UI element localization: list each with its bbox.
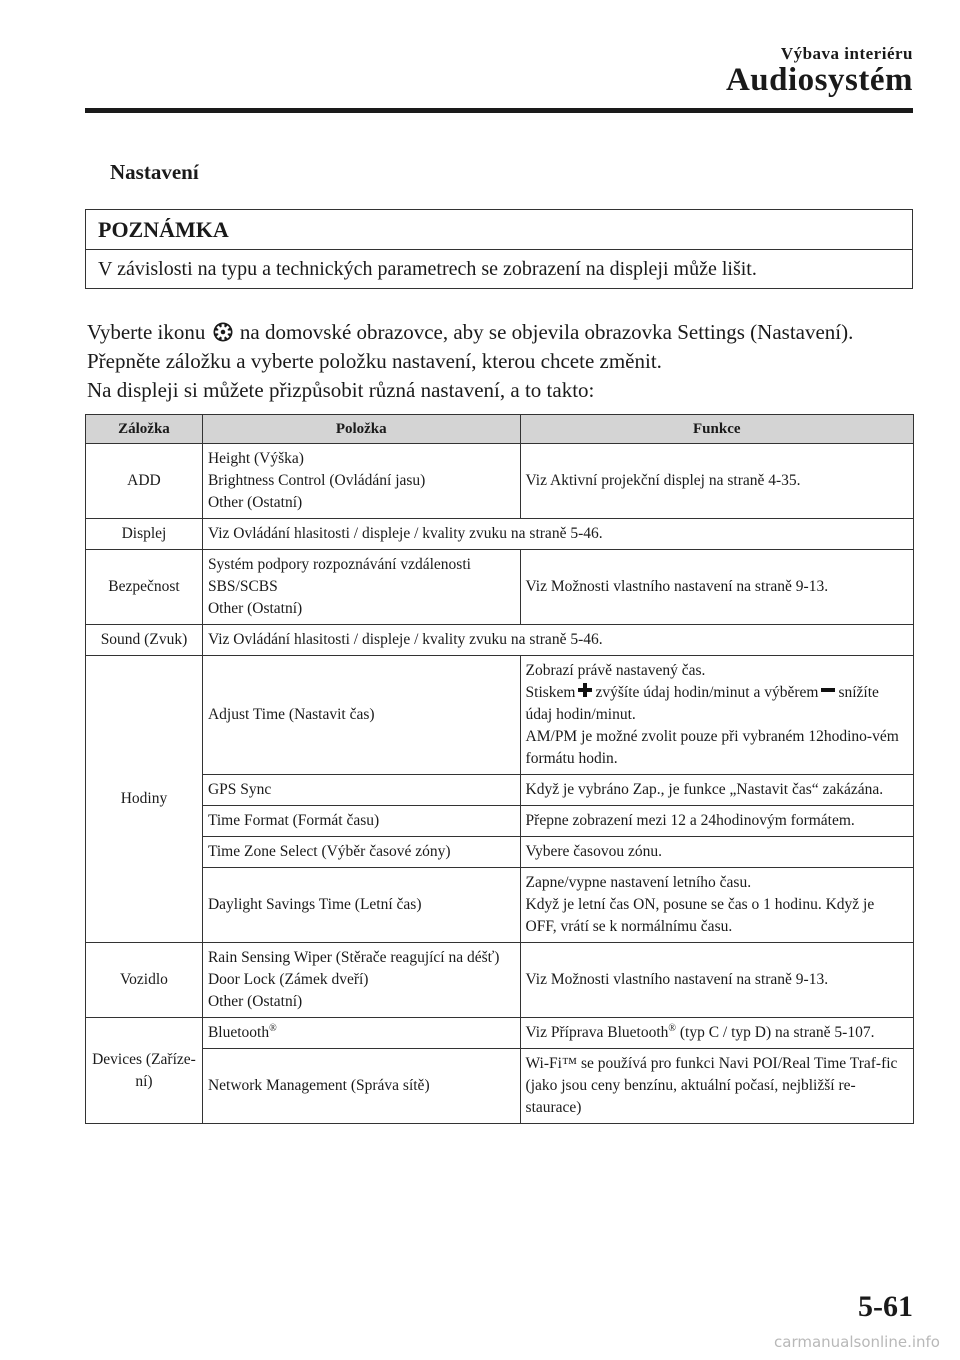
function-line: Zobrazí právě nastavený čas.	[525, 662, 706, 679]
watermark: carmanualsonline.info	[774, 1333, 940, 1351]
header-function: Funkce	[520, 415, 913, 444]
function-cell: Viz Aktivní projekční displej na straně 4-35.	[520, 444, 913, 519]
function-cell	[520, 656, 913, 775]
table-row	[86, 943, 914, 1018]
item-line: Systém podpory rozpoznávání vzdálenosti	[207, 556, 471, 573]
function-text: snížíte údaj hodin/minut.	[525, 684, 879, 723]
tab-cell: Vozidlo	[86, 943, 203, 1018]
table-row	[86, 550, 914, 625]
table-row	[86, 775, 914, 806]
header-divider	[85, 108, 913, 113]
table-row	[86, 1049, 914, 1124]
table-row	[86, 625, 914, 656]
intro-text	[87, 318, 917, 405]
function-cell: Vybere časovou zónu.	[520, 837, 913, 868]
item-line: Rain Sensing Wiper (Stěrače reagující na déšť)	[207, 949, 500, 966]
table-row	[86, 806, 914, 837]
table-row	[86, 656, 914, 775]
item-cell: GPS Sync	[202, 775, 520, 806]
header-tab: Záložka	[86, 415, 203, 444]
note-title: POZNÁMKA	[86, 210, 912, 250]
item-cell: Time Format (Formát času)	[202, 806, 520, 837]
function-line: Zapne/vypne nastavení letního času.	[525, 874, 752, 891]
tab-cell: ADD	[86, 444, 203, 519]
item-cell: Daylight Savings Time (Letní čas)	[202, 868, 520, 943]
function-line: Když je letní čas ON, posune se čas o 1 hodinu. Když je OFF, vrátí se k normálnímu času.	[525, 896, 875, 935]
minus-icon	[821, 683, 835, 697]
item-cell	[202, 943, 520, 1018]
intro-line-3: Na displeji si můžete přizpůsobit různá nastavení, a to takto:	[87, 378, 595, 402]
function-text: zvýšíte údaj hodin/minut a výběrem	[595, 684, 819, 701]
note-box	[85, 209, 913, 289]
item-line: Other (Ostatní)	[207, 993, 303, 1010]
function-text: Viz Příprava Bluetooth	[525, 1024, 669, 1041]
tab-cell: Sound (Zvuk)	[86, 625, 203, 656]
tab-cell: Bezpečnost	[86, 550, 203, 625]
intro-line-1-end: na domovské obrazovce, aby se objevila obrazovka Settings (Nastavení).	[239, 320, 854, 344]
note-text: V závislosti na typu a technických parametrech se zobrazení na displeji může lišit.	[98, 258, 757, 280]
function-cell	[520, 868, 913, 943]
item-line: Door Lock (Zámek dveří)	[207, 971, 369, 988]
registered-mark: ®	[269, 1022, 277, 1034]
item-cell: Network Management (Správa sítě)	[202, 1049, 520, 1124]
intro-line-1	[87, 318, 917, 347]
settings-gear-icon	[213, 322, 233, 342]
tab-cell: Devices (Zaříze-ní)	[86, 1018, 203, 1124]
table-header-row	[86, 415, 914, 444]
function-text: (typ C / typ D) na straně 5-107.	[679, 1024, 875, 1041]
plus-icon	[578, 683, 592, 697]
tab-cell: Displej	[86, 519, 203, 550]
function-cell: Viz Ovládání hlasitosti / displeje / kvality zvuku na straně 5-46.	[202, 625, 913, 656]
function-text: Stiskem	[525, 684, 576, 701]
item-cell: Adjust Time (Nastavit čas)	[202, 656, 520, 775]
function-line: AM/PM je možné zvolit pouze při vybraném 12hodino-vém formátu hodin.	[525, 728, 899, 767]
function-cell	[520, 1018, 913, 1049]
header-item: Položka	[202, 415, 520, 444]
item-line: Height (Výška)	[207, 450, 304, 467]
chapter-title: Audiosystém	[725, 62, 913, 98]
registered-mark: ®	[668, 1022, 676, 1034]
function-line	[526, 682, 908, 726]
item-cell: Time Zone Select (Výběr časové zóny)	[202, 837, 520, 868]
function-cell: Přepne zobrazení mezi 12 a 24hodinovým formátem.	[520, 806, 913, 837]
table-row	[86, 519, 914, 550]
intro-line-1-start: Vyberte ikonu	[87, 320, 206, 344]
item-line: Brightness Control (Ovládání jasu)	[207, 472, 426, 489]
intro-line-2: Přepněte záložku a vyberte položku nastavení, kterou chcete změnit.	[87, 349, 662, 373]
item-text: Bluetooth	[207, 1024, 270, 1041]
settings-table	[85, 414, 914, 1124]
item-cell	[202, 550, 520, 625]
chapter-subtitle: Výbava interiéru	[780, 44, 913, 63]
table-row	[86, 868, 914, 943]
function-cell: Viz Ovládání hlasitosti / displeje / kvality zvuku na straně 5-46.	[202, 519, 913, 550]
function-cell: Když je vybráno Zap., je funkce „Nastavit čas“ zakázána.	[520, 775, 913, 806]
table-row	[86, 444, 914, 519]
function-cell: Wi-Fi™ se používá pro funkci Navi POI/Real Time Traf-fic (jako jsou ceny benzínu, aktuální počasí, nejbližší re-staurace)	[520, 1049, 913, 1124]
item-line: Other (Ostatní)	[207, 494, 303, 511]
table-row	[86, 1018, 914, 1049]
tab-cell: Hodiny	[86, 656, 203, 943]
function-cell: Viz Možnosti vlastního nastavení na straně 9-13.	[520, 943, 913, 1018]
section-title: Nastavení	[110, 160, 199, 184]
page-number: 5-61	[858, 1290, 913, 1323]
item-line: Other (Ostatní)	[207, 600, 303, 617]
item-cell	[202, 1018, 520, 1049]
item-cell	[202, 444, 520, 519]
table-row	[86, 837, 914, 868]
function-cell: Viz Možnosti vlastního nastavení na straně 9-13.	[520, 550, 913, 625]
item-line: SBS/SCBS	[207, 578, 278, 595]
